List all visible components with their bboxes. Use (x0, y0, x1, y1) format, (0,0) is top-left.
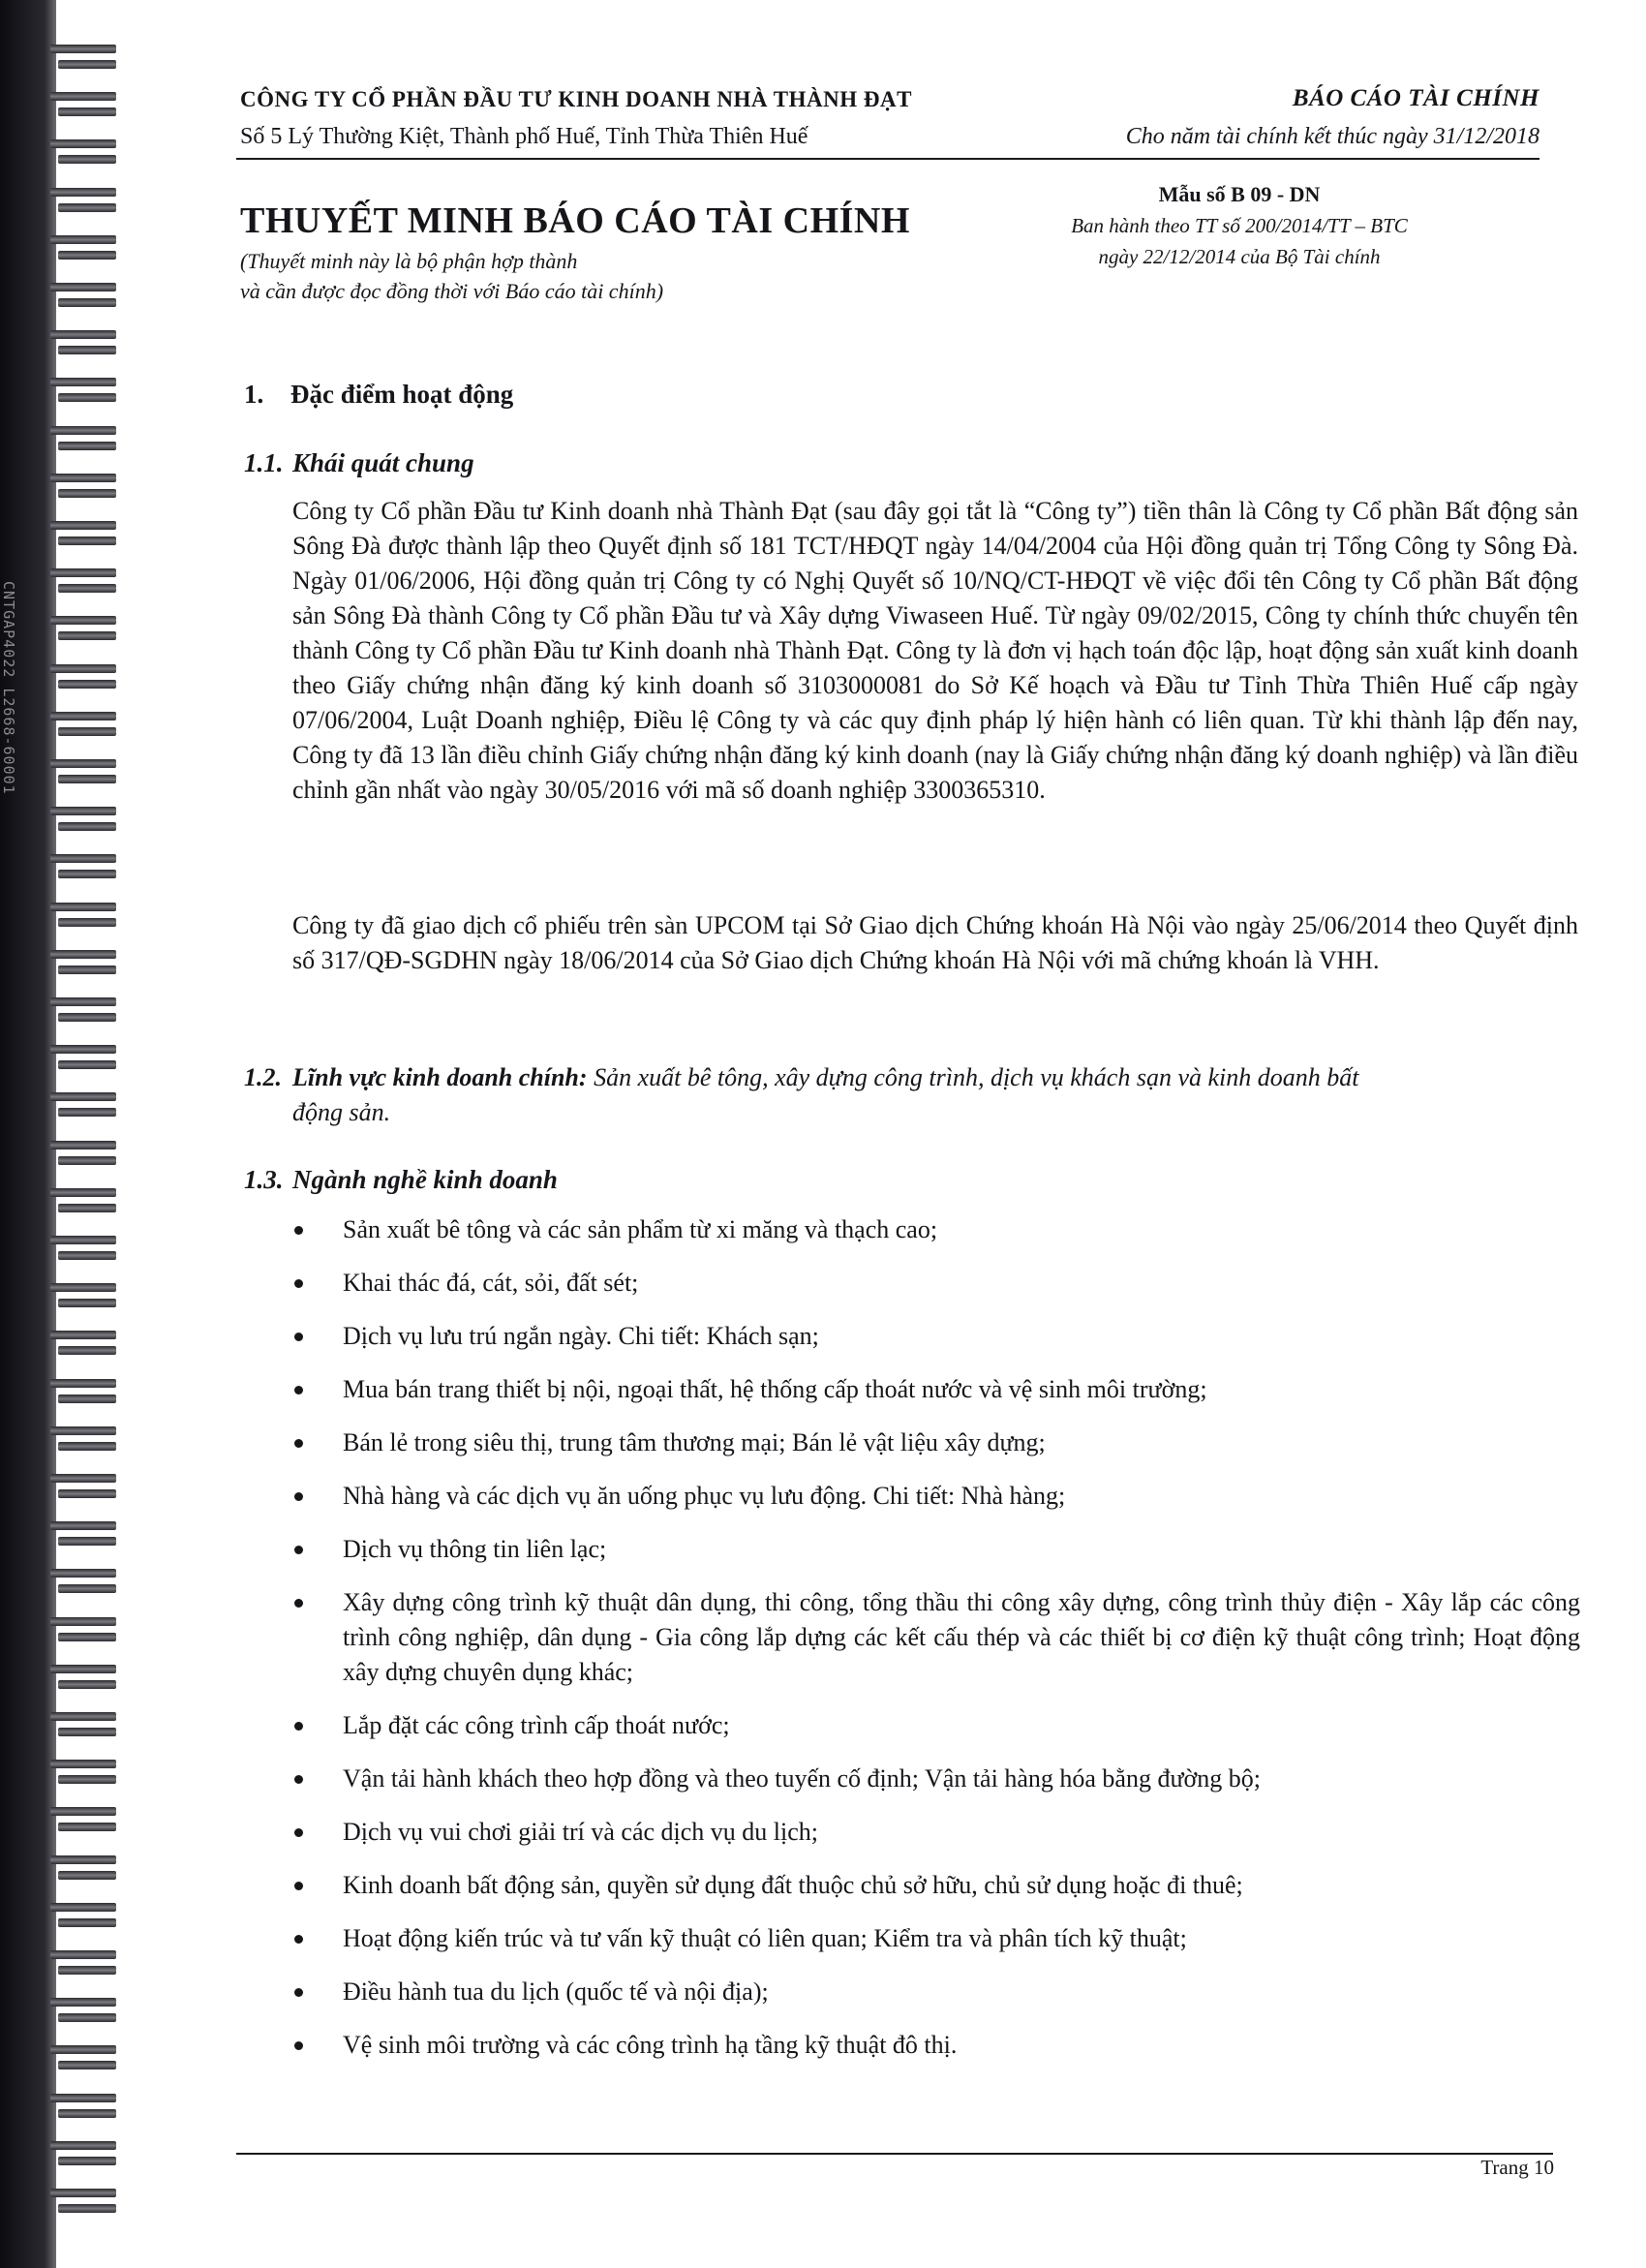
list-item-text: Xây dựng công trình kỹ thuật dân dụng, thi công, tổng thầu thi công xây dựng, công trình thủy điện - Xây lắp các công trình công nghiệp, dân dụng - Gia công lắp dựng các kết cấu thép và các thiết bị cơ điện kỹ thuật công trình; Hoạt động xây dựng chuyên dụng khác; (343, 1588, 1580, 1686)
section-1-3-heading (244, 1165, 558, 1195)
list-item (292, 1868, 1580, 1903)
list-item (292, 1425, 1580, 1460)
list-item-text: Dịch vụ lưu trú ngắn ngày. Chi tiết: Khách sạn; (343, 1322, 819, 1350)
general-overview-paragraph: Công ty Cổ phần Đầu tư Kinh doanh nhà Thành Đạt (sau đây gọi tắt là “Công ty”) tiền thân là Công ty Cổ phần Bất động sản Sông Đà được thành lập theo Quyết định số 181 TCT/HĐQT ngày 14/04/2004 của Hội đồng quản trị Tổng Công ty Sông Đà. Ngày 01/06/2006, Hội đồng quản trị Công ty có Nghị Quyết số 10/NQ/CT-HĐQT về việc đổi tên Công ty Cổ phần Bất động sản Sông Đà thành Công ty Cổ phần Đầu tư và Xây dựng Viwaseen Huế. Từ ngày 09/02/2015, Công ty chính thức chuyển tên thành Công ty Cổ phần Đầu tư Kinh doanh nhà Thành Đạt. Công ty là đơn vị hạch toán độc lập, hoạt động sản xuất kinh doanh theo Giấy chứng nhận đăng ký kinh doanh số 3103000081 do Sở Kế hoạch và Đầu tư Tỉnh Thừa Thiên Huế cấp ngày 07/06/2004, Luật Doanh nghiệp, Điều lệ Công ty và các quy định pháp lý hiện hành có liên quan. Từ khi thành lập đến nay, Công ty đã 13 lần điều chỉnh Giấy chứng nhận đăng ký kinh doanh (nay là Giấy chứng nhận đăng ký doanh nghiệp) và lần điều chỉnh gần nhất vào ngày 30/05/2016 với mã số doanh nghiệp 3300365310. (292, 497, 1578, 804)
section-1-title: Đặc điểm hoạt động (290, 380, 514, 409)
bullet-icon (294, 1546, 303, 1554)
bullet-icon (294, 1492, 303, 1501)
section-1-1-number: 1.1. (244, 448, 284, 477)
list-item-text: Nhà hàng và các dịch vụ ăn uống phục vụ lưu động. Chi tiết: Nhà hàng; (343, 1482, 1066, 1510)
list-item-text: Kinh doanh bất động sản, quyền sử dụng đất thuộc chủ sở hữu, chủ sử dụng hoặc đi thuê; (343, 1871, 1243, 1899)
company-name: CÔNG TY CỔ PHẦN ĐẦU TƯ KINH DOANH NHÀ THÀNH ĐẠT (240, 87, 912, 111)
subtitle-line-2: và cần được đọc đồng thời với Báo cáo tài chính) (240, 279, 664, 303)
bullet-icon (294, 1935, 303, 1944)
spine-label: CNTGAP4022 L2668-60001 (0, 581, 17, 795)
list-item-text: Sản xuất bê tông và các sản phẩm từ xi măng và thạch cao; (343, 1215, 938, 1243)
list-item-text: Dịch vụ thông tin liên lạc; (343, 1535, 607, 1563)
section-1-number: 1. (244, 380, 264, 409)
bullet-icon (294, 1386, 303, 1395)
list-item-text: Khai thác đá, cát, sỏi, đất sét; (343, 1269, 639, 1297)
stock-listing-paragraph: Công ty đã giao dịch cổ phiếu trên sàn UPCOM tại Sở Giao dịch Chứng khoán Hà Nội vào ngày 25/06/2014 theo Quyết định số 317/QĐ-SGDHN ngày 18/06/2014 của Sở Giao dịch Chứng khoán Hà Nội với mã chứng khoán là VHH. (292, 911, 1578, 974)
bullet-icon (294, 1882, 303, 1890)
list-item (292, 1585, 1580, 1690)
form-note-line-2: ngày 22/12/2014 của Bộ Tài chính (1098, 245, 1381, 268)
section-1-1-heading (244, 448, 474, 478)
section-1-3-title: Ngành nghề kinh doanh (292, 1165, 558, 1194)
bullet-icon (294, 1775, 303, 1784)
list-item (292, 1319, 1580, 1354)
form-reference (1046, 179, 1433, 272)
document-subtitle (240, 246, 860, 306)
bullet-icon (294, 1722, 303, 1731)
section-1-2-number: 1.2. (244, 1063, 282, 1091)
list-item (292, 1479, 1580, 1514)
list-item-text: Vận tải hành khách theo hợp đồng và theo tuyến cố định; Vận tải hàng hóa bằng đường bộ; (343, 1764, 1262, 1793)
bullet-icon (294, 1828, 303, 1837)
list-item (292, 2028, 1580, 2063)
list-item (292, 1975, 1580, 2009)
list-item (292, 1762, 1580, 1796)
bullet-icon (294, 1226, 303, 1235)
report-period: Cho năm tài chính kết thúc ngày 31/12/2018 (1125, 124, 1539, 149)
header-divider (236, 158, 1539, 160)
document-title: THUYẾT MINH BÁO CÁO TÀI CHÍNH (240, 200, 910, 241)
subtitle-line-1: (Thuyết minh này là bộ phận hợp thành (240, 249, 578, 273)
company-address: Số 5 Lý Thường Kiệt, Thành phố Huế, Tỉnh Thừa Thiên Huế (240, 124, 808, 149)
section-1-2-text: Sản xuất bê tông, xây dựng công trình, dịch vụ khách sạn và kinh doanh bất (594, 1063, 1359, 1091)
bullet-icon (294, 1439, 303, 1448)
section-1-3-number: 1.3. (244, 1165, 284, 1194)
section-1-heading (244, 380, 513, 410)
form-code: Mẫu số B 09 - DN (1158, 182, 1321, 206)
section-1-2-title: Lĩnh vực kinh doanh chính: (292, 1063, 588, 1091)
list-item-text: Lắp đặt các công trình cấp thoát nước; (343, 1711, 730, 1739)
form-note-line-1: Ban hành theo TT số 200/2014/TT – BTC (1071, 214, 1408, 237)
bullet-icon (294, 1988, 303, 1997)
section-1-1-title: Khái quát chung (292, 448, 474, 477)
list-item (292, 1532, 1580, 1567)
list-item (292, 1708, 1580, 1743)
list-item-text: Bán lẻ trong siêu thị, trung tâm thương mại; Bán lẻ vật liệu xây dựng; (343, 1428, 1046, 1456)
list-item-text: Dịch vụ vui chơi giải trí và các dịch vụ du lịch; (343, 1818, 819, 1846)
footer-divider (236, 2153, 1553, 2155)
list-item-text: Mua bán trang thiết bị nội, ngoại thất, hệ thống cấp thoát nước và vệ sinh môi trường; (343, 1375, 1207, 1403)
section-1-2-text-cont: động sản. (292, 1098, 391, 1126)
list-item-text: Điều hành tua du lịch (quốc tế và nội địa); (343, 1977, 769, 2006)
bullet-icon (294, 2041, 303, 2050)
list-item-text: Hoạt động kiến trúc và tư vấn kỹ thuật có liên quan; Kiểm tra và phân tích kỹ thuật; (343, 1924, 1187, 1952)
report-label: BÁO CÁO TÀI CHÍNH (1292, 85, 1539, 111)
section-1-2-block (244, 1060, 1578, 1130)
bullet-icon (294, 1279, 303, 1288)
bullet-icon (294, 1333, 303, 1341)
list-item (292, 1372, 1580, 1407)
list-item (292, 1815, 1580, 1850)
list-item (292, 1212, 1580, 1247)
business-lines-list (292, 1212, 1580, 2081)
page-number: Trang 10 (1480, 2156, 1554, 2179)
list-item-text: Vệ sinh môi trường và các công trình hạ tầng kỹ thuật đô thị. (343, 2031, 958, 2059)
list-item (292, 1921, 1580, 1956)
list-item (292, 1266, 1580, 1301)
bullet-icon (294, 1599, 303, 1608)
